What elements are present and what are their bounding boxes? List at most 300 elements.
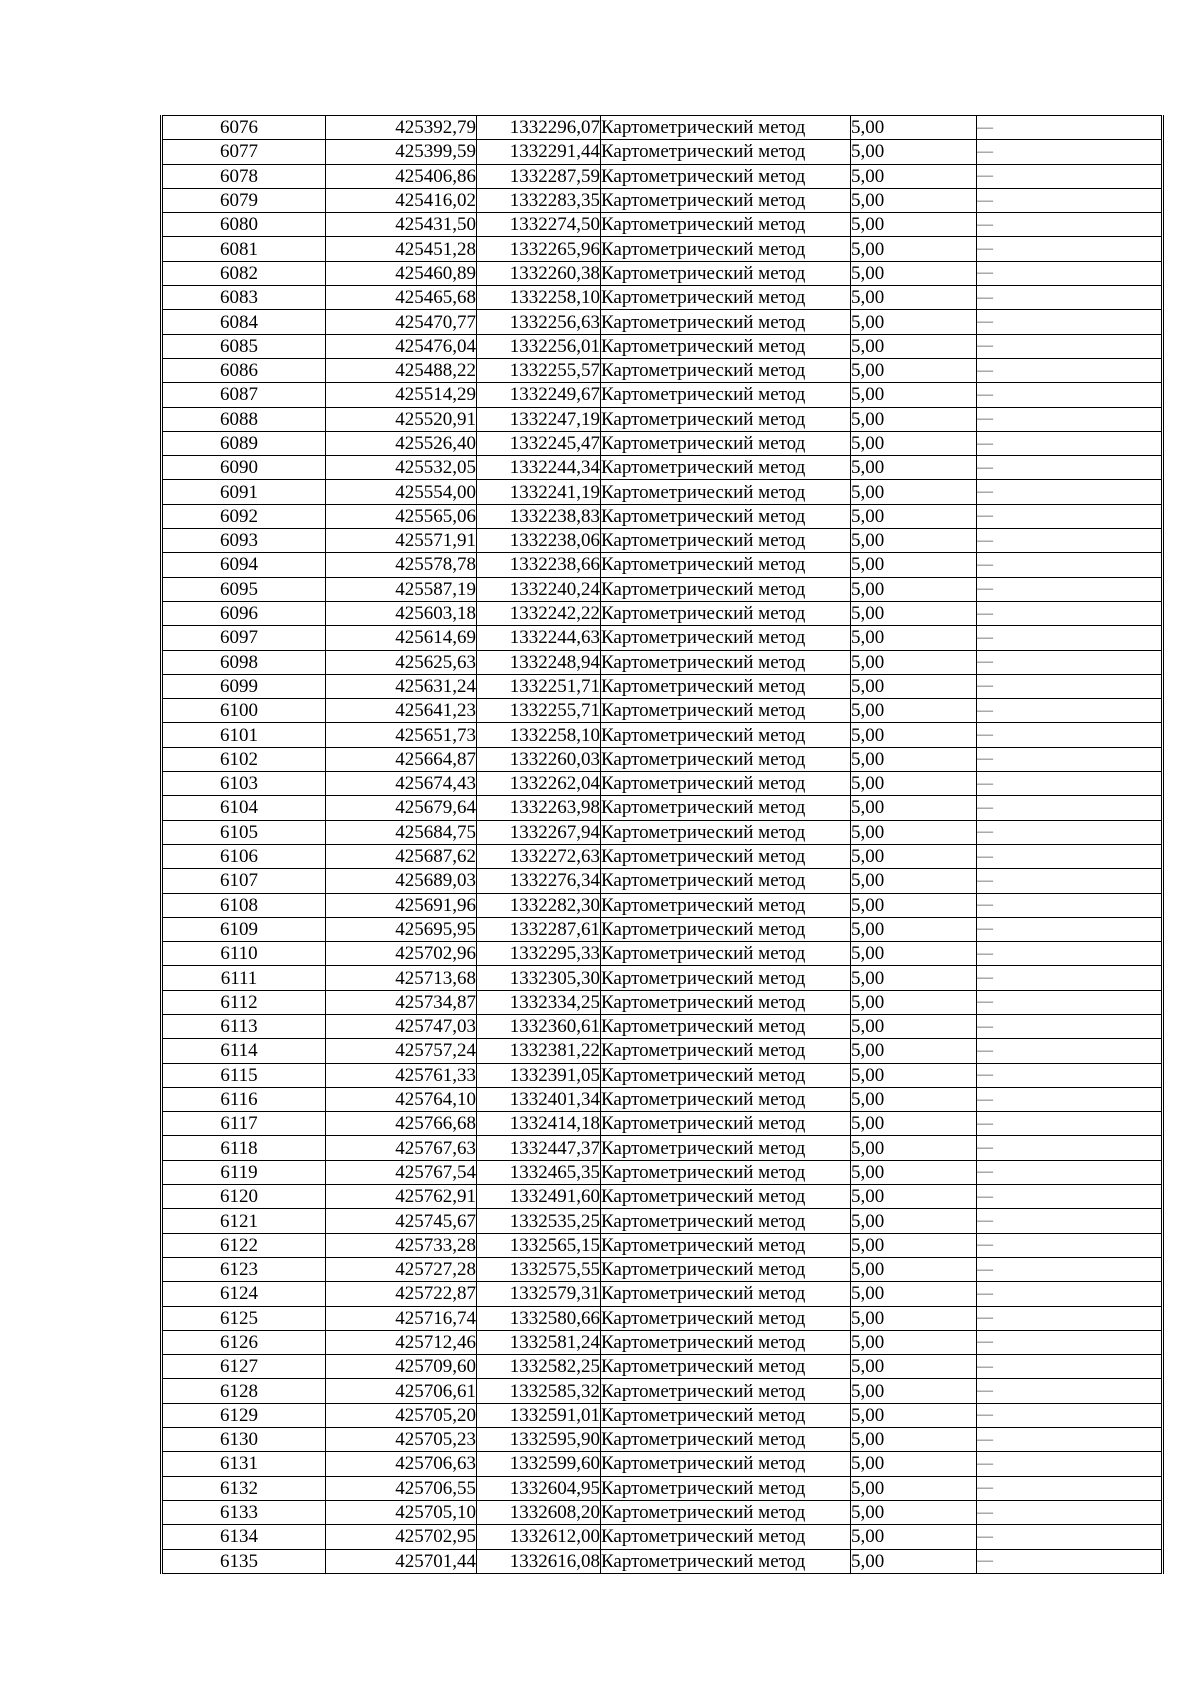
method-cell: Картометрический метод [601, 1525, 851, 1549]
method-cell: Картометрический метод [601, 1403, 851, 1427]
table-row [162, 917, 1163, 941]
x-coordinate-cell: 425734,87 [326, 990, 477, 1014]
table-row [162, 1233, 1163, 1257]
method-cell: Картометрический метод [601, 772, 851, 796]
method-cell: Картометрический метод [601, 1233, 851, 1257]
note-cell: — [977, 747, 1163, 771]
method-cell: Картометрический метод [601, 942, 851, 966]
method-cell: Картометрический метод [601, 601, 851, 625]
method-cell: Картометрический метод [601, 1209, 851, 1233]
table-row [162, 626, 1163, 650]
accuracy-cell: 5,00 [851, 844, 977, 868]
method-cell: Картометрический метод [601, 917, 851, 941]
y-coordinate-cell: 1332414,18 [477, 1112, 601, 1136]
accuracy-cell: 5,00 [851, 529, 977, 553]
y-coordinate-cell: 1332334,25 [477, 990, 601, 1014]
accuracy-cell: 5,00 [851, 699, 977, 723]
y-coordinate-cell: 1332465,35 [477, 1160, 601, 1184]
note-cell: — [977, 237, 1163, 261]
note-cell: — [977, 1330, 1163, 1354]
y-coordinate-cell: 1332248,94 [477, 650, 601, 674]
table-row [162, 1452, 1163, 1476]
x-coordinate-cell: 425679,64 [326, 796, 477, 820]
note-cell: — [977, 431, 1163, 455]
note-cell: — [977, 1500, 1163, 1524]
table-row [162, 480, 1163, 504]
method-cell: Картометрический метод [601, 358, 851, 382]
accuracy-cell: 5,00 [851, 1136, 977, 1160]
coordinates-table [160, 115, 1164, 1574]
point-number-cell: 6086 [162, 358, 326, 382]
point-number-cell: 6119 [162, 1160, 326, 1184]
x-coordinate-cell: 425706,55 [326, 1476, 477, 1500]
y-coordinate-cell: 1332265,96 [477, 237, 601, 261]
x-coordinate-cell: 425762,91 [326, 1185, 477, 1209]
x-coordinate-cell: 425716,74 [326, 1306, 477, 1330]
y-coordinate-cell: 1332608,20 [477, 1500, 601, 1524]
x-coordinate-cell: 425702,96 [326, 942, 477, 966]
accuracy-cell: 5,00 [851, 164, 977, 188]
note-cell: — [977, 772, 1163, 796]
note-cell: — [977, 310, 1163, 334]
method-cell: Картометрический метод [601, 1379, 851, 1403]
y-coordinate-cell: 1332612,00 [477, 1525, 601, 1549]
accuracy-cell: 5,00 [851, 1014, 977, 1038]
x-coordinate-cell: 425554,00 [326, 480, 477, 504]
point-number-cell: 6080 [162, 213, 326, 237]
note-cell: — [977, 626, 1163, 650]
x-coordinate-cell: 425526,40 [326, 431, 477, 455]
x-coordinate-cell: 425706,61 [326, 1379, 477, 1403]
method-cell: Картометрический метод [601, 1330, 851, 1354]
accuracy-cell: 5,00 [851, 1525, 977, 1549]
method-cell: Картометрический метод [601, 334, 851, 358]
point-number-cell: 6116 [162, 1087, 326, 1111]
accuracy-cell: 5,00 [851, 990, 977, 1014]
accuracy-cell: 5,00 [851, 553, 977, 577]
point-number-cell: 6122 [162, 1233, 326, 1257]
accuracy-cell: 5,00 [851, 650, 977, 674]
method-cell: Картометрический метод [601, 577, 851, 601]
table-row [162, 1476, 1163, 1500]
accuracy-cell: 5,00 [851, 1063, 977, 1087]
y-coordinate-cell: 1332287,61 [477, 917, 601, 941]
y-coordinate-cell: 1332244,34 [477, 456, 601, 480]
x-coordinate-cell: 425722,87 [326, 1282, 477, 1306]
x-coordinate-cell: 425465,68 [326, 286, 477, 310]
accuracy-cell: 5,00 [851, 869, 977, 893]
y-coordinate-cell: 1332260,38 [477, 261, 601, 285]
method-cell: Картометрический метод [601, 650, 851, 674]
x-coordinate-cell: 425705,10 [326, 1500, 477, 1524]
y-coordinate-cell: 1332491,60 [477, 1185, 601, 1209]
y-coordinate-cell: 1332272,63 [477, 844, 601, 868]
accuracy-cell: 5,00 [851, 1403, 977, 1427]
accuracy-cell: 5,00 [851, 334, 977, 358]
point-number-cell: 6130 [162, 1428, 326, 1452]
x-coordinate-cell: 425761,33 [326, 1063, 477, 1087]
accuracy-cell: 5,00 [851, 1039, 977, 1063]
x-coordinate-cell: 425460,89 [326, 261, 477, 285]
x-coordinate-cell: 425470,77 [326, 310, 477, 334]
note-cell: — [977, 1476, 1163, 1500]
method-cell: Картометрический метод [601, 990, 851, 1014]
note-cell: — [977, 480, 1163, 504]
y-coordinate-cell: 1332447,37 [477, 1136, 601, 1160]
x-coordinate-cell: 425392,79 [326, 116, 477, 140]
point-number-cell: 6092 [162, 504, 326, 528]
x-coordinate-cell: 425520,91 [326, 407, 477, 431]
note-cell: — [977, 456, 1163, 480]
y-coordinate-cell: 1332591,01 [477, 1403, 601, 1427]
method-cell: Картометрический метод [601, 1063, 851, 1087]
note-cell: — [977, 577, 1163, 601]
note-cell: — [977, 844, 1163, 868]
point-number-cell: 6121 [162, 1209, 326, 1233]
table-row [162, 893, 1163, 917]
table-row [162, 577, 1163, 601]
table-row [162, 431, 1163, 455]
point-number-cell: 6097 [162, 626, 326, 650]
table-row [162, 164, 1163, 188]
y-coordinate-cell: 1332238,06 [477, 529, 601, 553]
table-row [162, 286, 1163, 310]
point-number-cell: 6085 [162, 334, 326, 358]
accuracy-cell: 5,00 [851, 917, 977, 941]
y-coordinate-cell: 1332381,22 [477, 1039, 601, 1063]
table-row [162, 990, 1163, 1014]
note-cell: — [977, 529, 1163, 553]
accuracy-cell: 5,00 [851, 1452, 977, 1476]
y-coordinate-cell: 1332283,35 [477, 188, 601, 212]
x-coordinate-cell: 425747,03 [326, 1014, 477, 1038]
y-coordinate-cell: 1332244,63 [477, 626, 601, 650]
accuracy-cell: 5,00 [851, 140, 977, 164]
point-number-cell: 6124 [162, 1282, 326, 1306]
point-number-cell: 6096 [162, 601, 326, 625]
table-row [162, 261, 1163, 285]
method-cell: Картометрический метод [601, 1112, 851, 1136]
point-number-cell: 6091 [162, 480, 326, 504]
table-row [162, 1549, 1163, 1573]
y-coordinate-cell: 1332255,57 [477, 358, 601, 382]
x-coordinate-cell: 425757,24 [326, 1039, 477, 1063]
note-cell: — [977, 407, 1163, 431]
point-number-cell: 6107 [162, 869, 326, 893]
note-cell: — [977, 140, 1163, 164]
method-cell: Картометрический метод [601, 1136, 851, 1160]
method-cell: Картометрический метод [601, 1452, 851, 1476]
x-coordinate-cell: 425664,87 [326, 747, 477, 771]
method-cell: Картометрический метод [601, 699, 851, 723]
method-cell: Картометрический метод [601, 140, 851, 164]
method-cell: Картометрический метод [601, 966, 851, 990]
table-row [162, 553, 1163, 577]
note-cell: — [977, 188, 1163, 212]
note-cell: — [977, 358, 1163, 382]
table-row [162, 699, 1163, 723]
note-cell: — [977, 553, 1163, 577]
y-coordinate-cell: 1332256,63 [477, 310, 601, 334]
accuracy-cell: 5,00 [851, 286, 977, 310]
point-number-cell: 6112 [162, 990, 326, 1014]
accuracy-cell: 5,00 [851, 1160, 977, 1184]
point-number-cell: 6117 [162, 1112, 326, 1136]
table-row [162, 1428, 1163, 1452]
x-coordinate-cell: 425674,43 [326, 772, 477, 796]
accuracy-cell: 5,00 [851, 1233, 977, 1257]
x-coordinate-cell: 425684,75 [326, 820, 477, 844]
y-coordinate-cell: 1332258,10 [477, 286, 601, 310]
y-coordinate-cell: 1332616,08 [477, 1549, 601, 1573]
accuracy-cell: 5,00 [851, 747, 977, 771]
x-coordinate-cell: 425706,63 [326, 1452, 477, 1476]
note-cell: — [977, 1403, 1163, 1427]
y-coordinate-cell: 1332291,44 [477, 140, 601, 164]
y-coordinate-cell: 1332251,71 [477, 674, 601, 698]
accuracy-cell: 5,00 [851, 261, 977, 285]
method-cell: Картометрический метод [601, 407, 851, 431]
y-coordinate-cell: 1332305,30 [477, 966, 601, 990]
y-coordinate-cell: 1332276,34 [477, 869, 601, 893]
note-cell: — [977, 1525, 1163, 1549]
point-number-cell: 6133 [162, 1500, 326, 1524]
x-coordinate-cell: 425603,18 [326, 601, 477, 625]
accuracy-cell: 5,00 [851, 796, 977, 820]
table-row [162, 772, 1163, 796]
point-number-cell: 6105 [162, 820, 326, 844]
note-cell: — [977, 1452, 1163, 1476]
method-cell: Картометрический метод [601, 844, 851, 868]
table-row [162, 237, 1163, 261]
point-number-cell: 6108 [162, 893, 326, 917]
method-cell: Картометрический метод [601, 869, 851, 893]
x-coordinate-cell: 425687,62 [326, 844, 477, 868]
note-cell: — [977, 383, 1163, 407]
note-cell: — [977, 164, 1163, 188]
y-coordinate-cell: 1332585,32 [477, 1379, 601, 1403]
method-cell: Картометрический метод [601, 529, 851, 553]
x-coordinate-cell: 425766,68 [326, 1112, 477, 1136]
accuracy-cell: 5,00 [851, 772, 977, 796]
x-coordinate-cell: 425701,44 [326, 1549, 477, 1573]
accuracy-cell: 5,00 [851, 1087, 977, 1111]
table-row [162, 844, 1163, 868]
x-coordinate-cell: 425514,29 [326, 383, 477, 407]
method-cell: Картометрический метод [601, 1428, 851, 1452]
y-coordinate-cell: 1332296,07 [477, 116, 601, 140]
y-coordinate-cell: 1332258,10 [477, 723, 601, 747]
table-row [162, 1185, 1163, 1209]
y-coordinate-cell: 1332565,15 [477, 1233, 601, 1257]
x-coordinate-cell: 425488,22 [326, 358, 477, 382]
accuracy-cell: 5,00 [851, 1330, 977, 1354]
x-coordinate-cell: 425705,23 [326, 1428, 477, 1452]
accuracy-cell: 5,00 [851, 1112, 977, 1136]
point-number-cell: 6100 [162, 699, 326, 723]
table-row [162, 188, 1163, 212]
method-cell: Картометрический метод [601, 286, 851, 310]
accuracy-cell: 5,00 [851, 383, 977, 407]
x-coordinate-cell: 425451,28 [326, 237, 477, 261]
accuracy-cell: 5,00 [851, 1500, 977, 1524]
method-cell: Картометрический метод [601, 237, 851, 261]
y-coordinate-cell: 1332581,24 [477, 1330, 601, 1354]
note-cell: — [977, 650, 1163, 674]
method-cell: Картометрический метод [601, 674, 851, 698]
point-number-cell: 6113 [162, 1014, 326, 1038]
y-coordinate-cell: 1332263,98 [477, 796, 601, 820]
note-cell: — [977, 699, 1163, 723]
method-cell: Картометрический метод [601, 1549, 851, 1573]
y-coordinate-cell: 1332267,94 [477, 820, 601, 844]
note-cell: — [977, 334, 1163, 358]
table-row [162, 723, 1163, 747]
note-cell: — [977, 966, 1163, 990]
method-cell: Картометрический метод [601, 796, 851, 820]
x-coordinate-cell: 425565,06 [326, 504, 477, 528]
method-cell: Картометрический метод [601, 480, 851, 504]
note-cell: — [977, 1233, 1163, 1257]
accuracy-cell: 5,00 [851, 310, 977, 334]
table-row [162, 796, 1163, 820]
point-number-cell: 6109 [162, 917, 326, 941]
method-cell: Картометрический метод [601, 116, 851, 140]
y-coordinate-cell: 1332535,25 [477, 1209, 601, 1233]
y-coordinate-cell: 1332595,90 [477, 1428, 601, 1452]
note-cell: — [977, 1306, 1163, 1330]
y-coordinate-cell: 1332604,95 [477, 1476, 601, 1500]
point-number-cell: 6084 [162, 310, 326, 334]
note-cell: — [977, 1282, 1163, 1306]
table-row [162, 1500, 1163, 1524]
note-cell: — [977, 1160, 1163, 1184]
point-number-cell: 6135 [162, 1549, 326, 1573]
x-coordinate-cell: 425641,23 [326, 699, 477, 723]
method-cell: Картометрический метод [601, 1500, 851, 1524]
method-cell: Картометрический метод [601, 723, 851, 747]
table-row [162, 1160, 1163, 1184]
y-coordinate-cell: 1332391,05 [477, 1063, 601, 1087]
accuracy-cell: 5,00 [851, 1257, 977, 1281]
note-cell: — [977, 116, 1163, 140]
table-row [162, 504, 1163, 528]
table-row [162, 140, 1163, 164]
table-row [162, 1112, 1163, 1136]
x-coordinate-cell: 425691,96 [326, 893, 477, 917]
x-coordinate-cell: 425702,95 [326, 1525, 477, 1549]
point-number-cell: 6076 [162, 116, 326, 140]
x-coordinate-cell: 425695,95 [326, 917, 477, 941]
y-coordinate-cell: 1332240,24 [477, 577, 601, 601]
x-coordinate-cell: 425532,05 [326, 456, 477, 480]
method-cell: Картометрический метод [601, 1355, 851, 1379]
note-cell: — [977, 917, 1163, 941]
note-cell: — [977, 1257, 1163, 1281]
note-cell: — [977, 820, 1163, 844]
x-coordinate-cell: 425416,02 [326, 188, 477, 212]
table-row [162, 1306, 1163, 1330]
method-cell: Картометрический метод [601, 1160, 851, 1184]
accuracy-cell: 5,00 [851, 116, 977, 140]
x-coordinate-cell: 425476,04 [326, 334, 477, 358]
point-number-cell: 6090 [162, 456, 326, 480]
table-row [162, 456, 1163, 480]
note-cell: — [977, 261, 1163, 285]
y-coordinate-cell: 1332262,04 [477, 772, 601, 796]
x-coordinate-cell: 425406,86 [326, 164, 477, 188]
method-cell: Картометрический метод [601, 1185, 851, 1209]
y-coordinate-cell: 1332245,47 [477, 431, 601, 455]
point-number-cell: 6111 [162, 966, 326, 990]
point-number-cell: 6083 [162, 286, 326, 310]
y-coordinate-cell: 1332274,50 [477, 213, 601, 237]
point-number-cell: 6131 [162, 1452, 326, 1476]
x-coordinate-cell: 425727,28 [326, 1257, 477, 1281]
y-coordinate-cell: 1332238,83 [477, 504, 601, 528]
note-cell: — [977, 1209, 1163, 1233]
note-cell: — [977, 1014, 1163, 1038]
method-cell: Картометрический метод [601, 820, 851, 844]
note-cell: — [977, 601, 1163, 625]
point-number-cell: 6123 [162, 1257, 326, 1281]
x-coordinate-cell: 425689,03 [326, 869, 477, 893]
point-number-cell: 6132 [162, 1476, 326, 1500]
point-number-cell: 6126 [162, 1330, 326, 1354]
table-row [162, 942, 1163, 966]
y-coordinate-cell: 1332242,22 [477, 601, 601, 625]
method-cell: Картометрический метод [601, 1039, 851, 1063]
table-row [162, 1257, 1163, 1281]
point-number-cell: 6114 [162, 1039, 326, 1063]
point-number-cell: 6120 [162, 1185, 326, 1209]
note-cell: — [977, 1428, 1163, 1452]
x-coordinate-cell: 425631,24 [326, 674, 477, 698]
accuracy-cell: 5,00 [851, 577, 977, 601]
note-cell: — [977, 213, 1163, 237]
point-number-cell: 6095 [162, 577, 326, 601]
table-row [162, 383, 1163, 407]
table-row [162, 601, 1163, 625]
note-cell: — [977, 1039, 1163, 1063]
accuracy-cell: 5,00 [851, 966, 977, 990]
x-coordinate-cell: 425767,63 [326, 1136, 477, 1160]
accuracy-cell: 5,00 [851, 942, 977, 966]
note-cell: — [977, 1355, 1163, 1379]
point-number-cell: 6081 [162, 237, 326, 261]
method-cell: Картометрический метод [601, 1257, 851, 1281]
y-coordinate-cell: 1332255,71 [477, 699, 601, 723]
note-cell: — [977, 796, 1163, 820]
table-row [162, 820, 1163, 844]
table-row [162, 1063, 1163, 1087]
table-row [162, 747, 1163, 771]
note-cell: — [977, 1379, 1163, 1403]
table-row [162, 407, 1163, 431]
method-cell: Картометрический метод [601, 747, 851, 771]
accuracy-cell: 5,00 [851, 1549, 977, 1573]
y-coordinate-cell: 1332579,31 [477, 1282, 601, 1306]
accuracy-cell: 5,00 [851, 480, 977, 504]
y-coordinate-cell: 1332582,25 [477, 1355, 601, 1379]
table-row [162, 529, 1163, 553]
accuracy-cell: 5,00 [851, 431, 977, 455]
table-row [162, 213, 1163, 237]
x-coordinate-cell: 425587,19 [326, 577, 477, 601]
table-row [162, 1525, 1163, 1549]
point-number-cell: 6115 [162, 1063, 326, 1087]
point-number-cell: 6128 [162, 1379, 326, 1403]
